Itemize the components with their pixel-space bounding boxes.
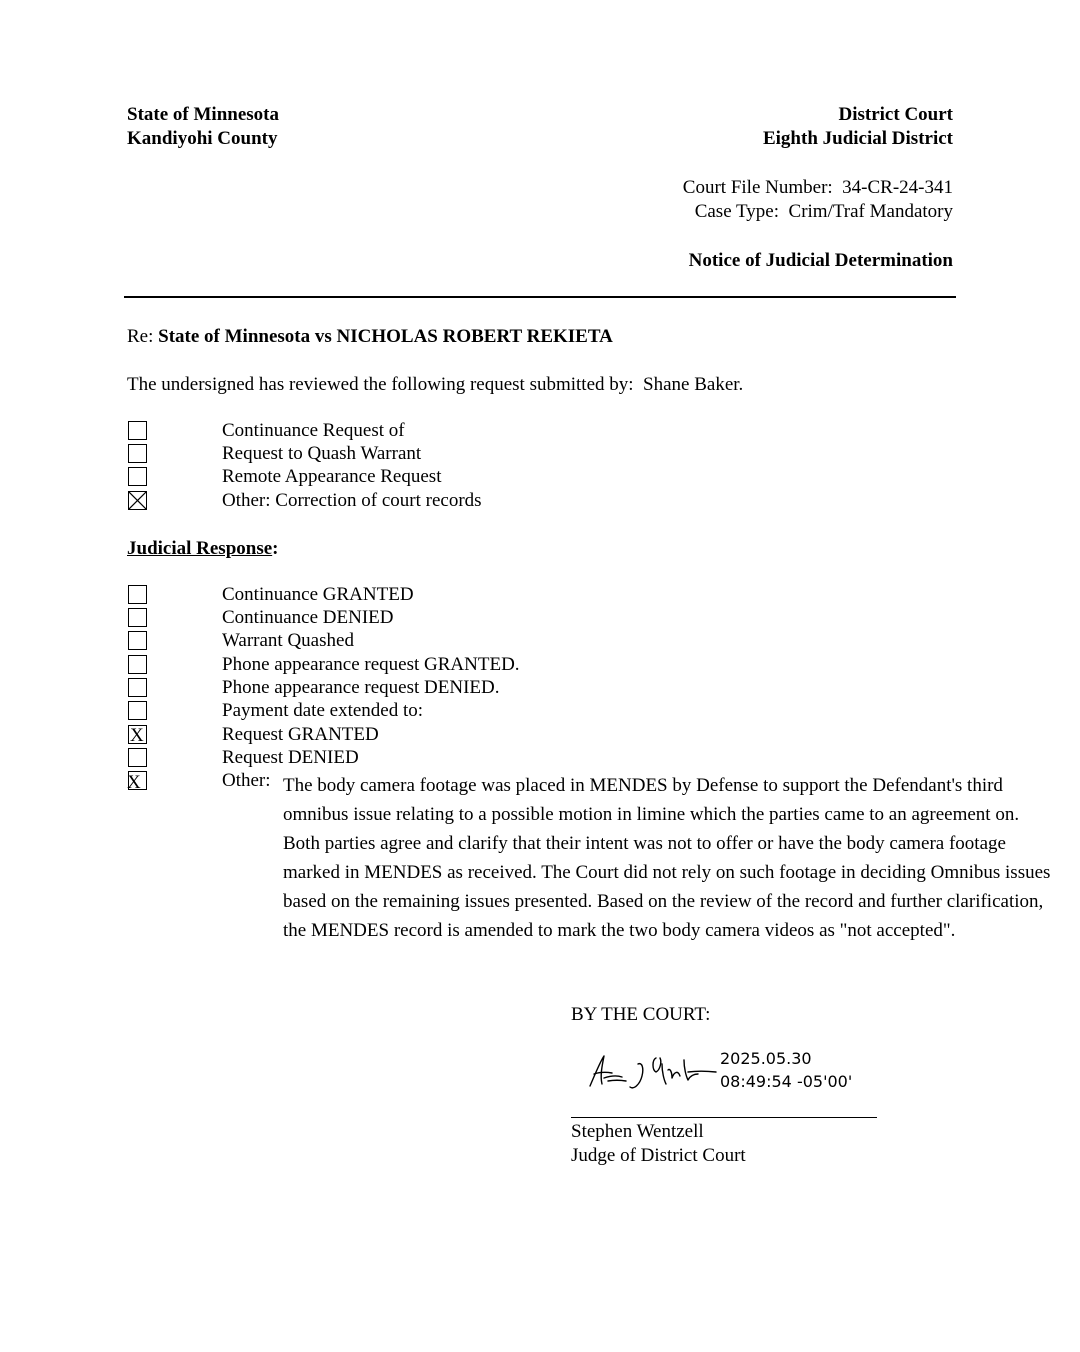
case-caption: State of Minnesota vs NICHOLAS ROBERT REKIETA (158, 326, 613, 347)
judge-title: Judge of District Court (571, 1145, 746, 1166)
judicial-response-colon: : (272, 538, 279, 559)
court-name: District Court (838, 104, 953, 125)
cross-check-icon (129, 492, 146, 509)
label-other-response: Other: (222, 770, 271, 791)
judge-signature-icon (586, 1050, 718, 1092)
checkbox-continuance-request[interactable] (128, 421, 147, 440)
checkbox-quash-warrant[interactable] (128, 444, 147, 463)
judicial-response-heading-text: Judicial Response (127, 538, 273, 559)
checkbox-continuance-denied[interactable] (128, 608, 147, 627)
notice-title: Notice of Judicial Determination (688, 250, 953, 271)
label-payment-extended: Payment date extended to: (222, 700, 424, 721)
by-the-court: BY THE COURT: (571, 1004, 711, 1025)
checkbox-remote-appearance[interactable] (128, 467, 147, 486)
county-name: Kandiyohi County (127, 128, 278, 149)
label-quash-warrant: Request to Quash Warrant (222, 443, 422, 464)
checkbox-payment-extended[interactable] (128, 701, 147, 720)
label-other-request: Other: Correction of court records (222, 490, 482, 511)
checkbox-continuance-granted[interactable] (128, 585, 147, 604)
signature-date: 2025.05.30 (720, 1049, 812, 1068)
checkbox-request-denied[interactable] (128, 748, 147, 767)
signature-line (571, 1117, 877, 1118)
re-prefix: Re: (127, 326, 159, 347)
header-divider (124, 296, 956, 298)
checkbox-phone-denied[interactable] (128, 678, 147, 697)
label-continuance-granted: Continuance GRANTED (222, 584, 414, 605)
label-phone-granted: Phone appearance request GRANTED. (222, 654, 520, 675)
checkbox-other-request[interactable] (128, 491, 147, 510)
label-continuance-denied: Continuance DENIED (222, 607, 394, 628)
checkbox-phone-granted[interactable] (128, 655, 147, 674)
checkbox-warrant-quashed[interactable] (128, 631, 147, 650)
judicial-district: Eighth Judicial District (762, 128, 953, 149)
court-file-number: Court File Number: 34-CR-24-341 (682, 177, 953, 198)
label-warrant-quashed: Warrant Quashed (222, 630, 354, 651)
reviewed-statement: The undersigned has reviewed the following request submitted by: Shane Baker. (127, 374, 744, 395)
state-name: State of Minnesota (127, 104, 279, 125)
label-request-granted: Request GRANTED (222, 724, 379, 745)
checkbox-other-response[interactable] (127, 771, 147, 793)
re-line (127, 325, 613, 348)
label-remote-appearance: Remote Appearance Request (222, 466, 442, 487)
x-mark: X (127, 772, 141, 793)
checkbox-request-granted[interactable] (128, 725, 147, 744)
signature-time: 08:49:54 -05'00' (720, 1072, 853, 1091)
other-response-explanation: The body camera footage was placed in MENDES by Defense to support the Defendant's third omnibus issue relating to a possible motion in limine which the parties came to an agreement on. Both parties agree and clarify that their intent was not to offer or have the body camera footage marked in MENDES as received. The Court did not rely on such footage in deciding Omnibus issues based on the remaining issues presented. Based on the review of the record and further clarification, the MENDES record is amended to mark the two body camera videos as "not accepted". (283, 775, 1051, 941)
label-request-denied: Request DENIED (222, 747, 359, 768)
judge-name: Stephen Wentzell (571, 1121, 704, 1142)
x-mark: X (130, 725, 144, 746)
label-continuance-request: Continuance Request of (222, 420, 405, 441)
judicial-response-heading (127, 537, 279, 560)
label-phone-denied: Phone appearance request DENIED. (222, 677, 500, 698)
case-type: Case Type: Crim/Traf Mandatory (694, 201, 953, 222)
